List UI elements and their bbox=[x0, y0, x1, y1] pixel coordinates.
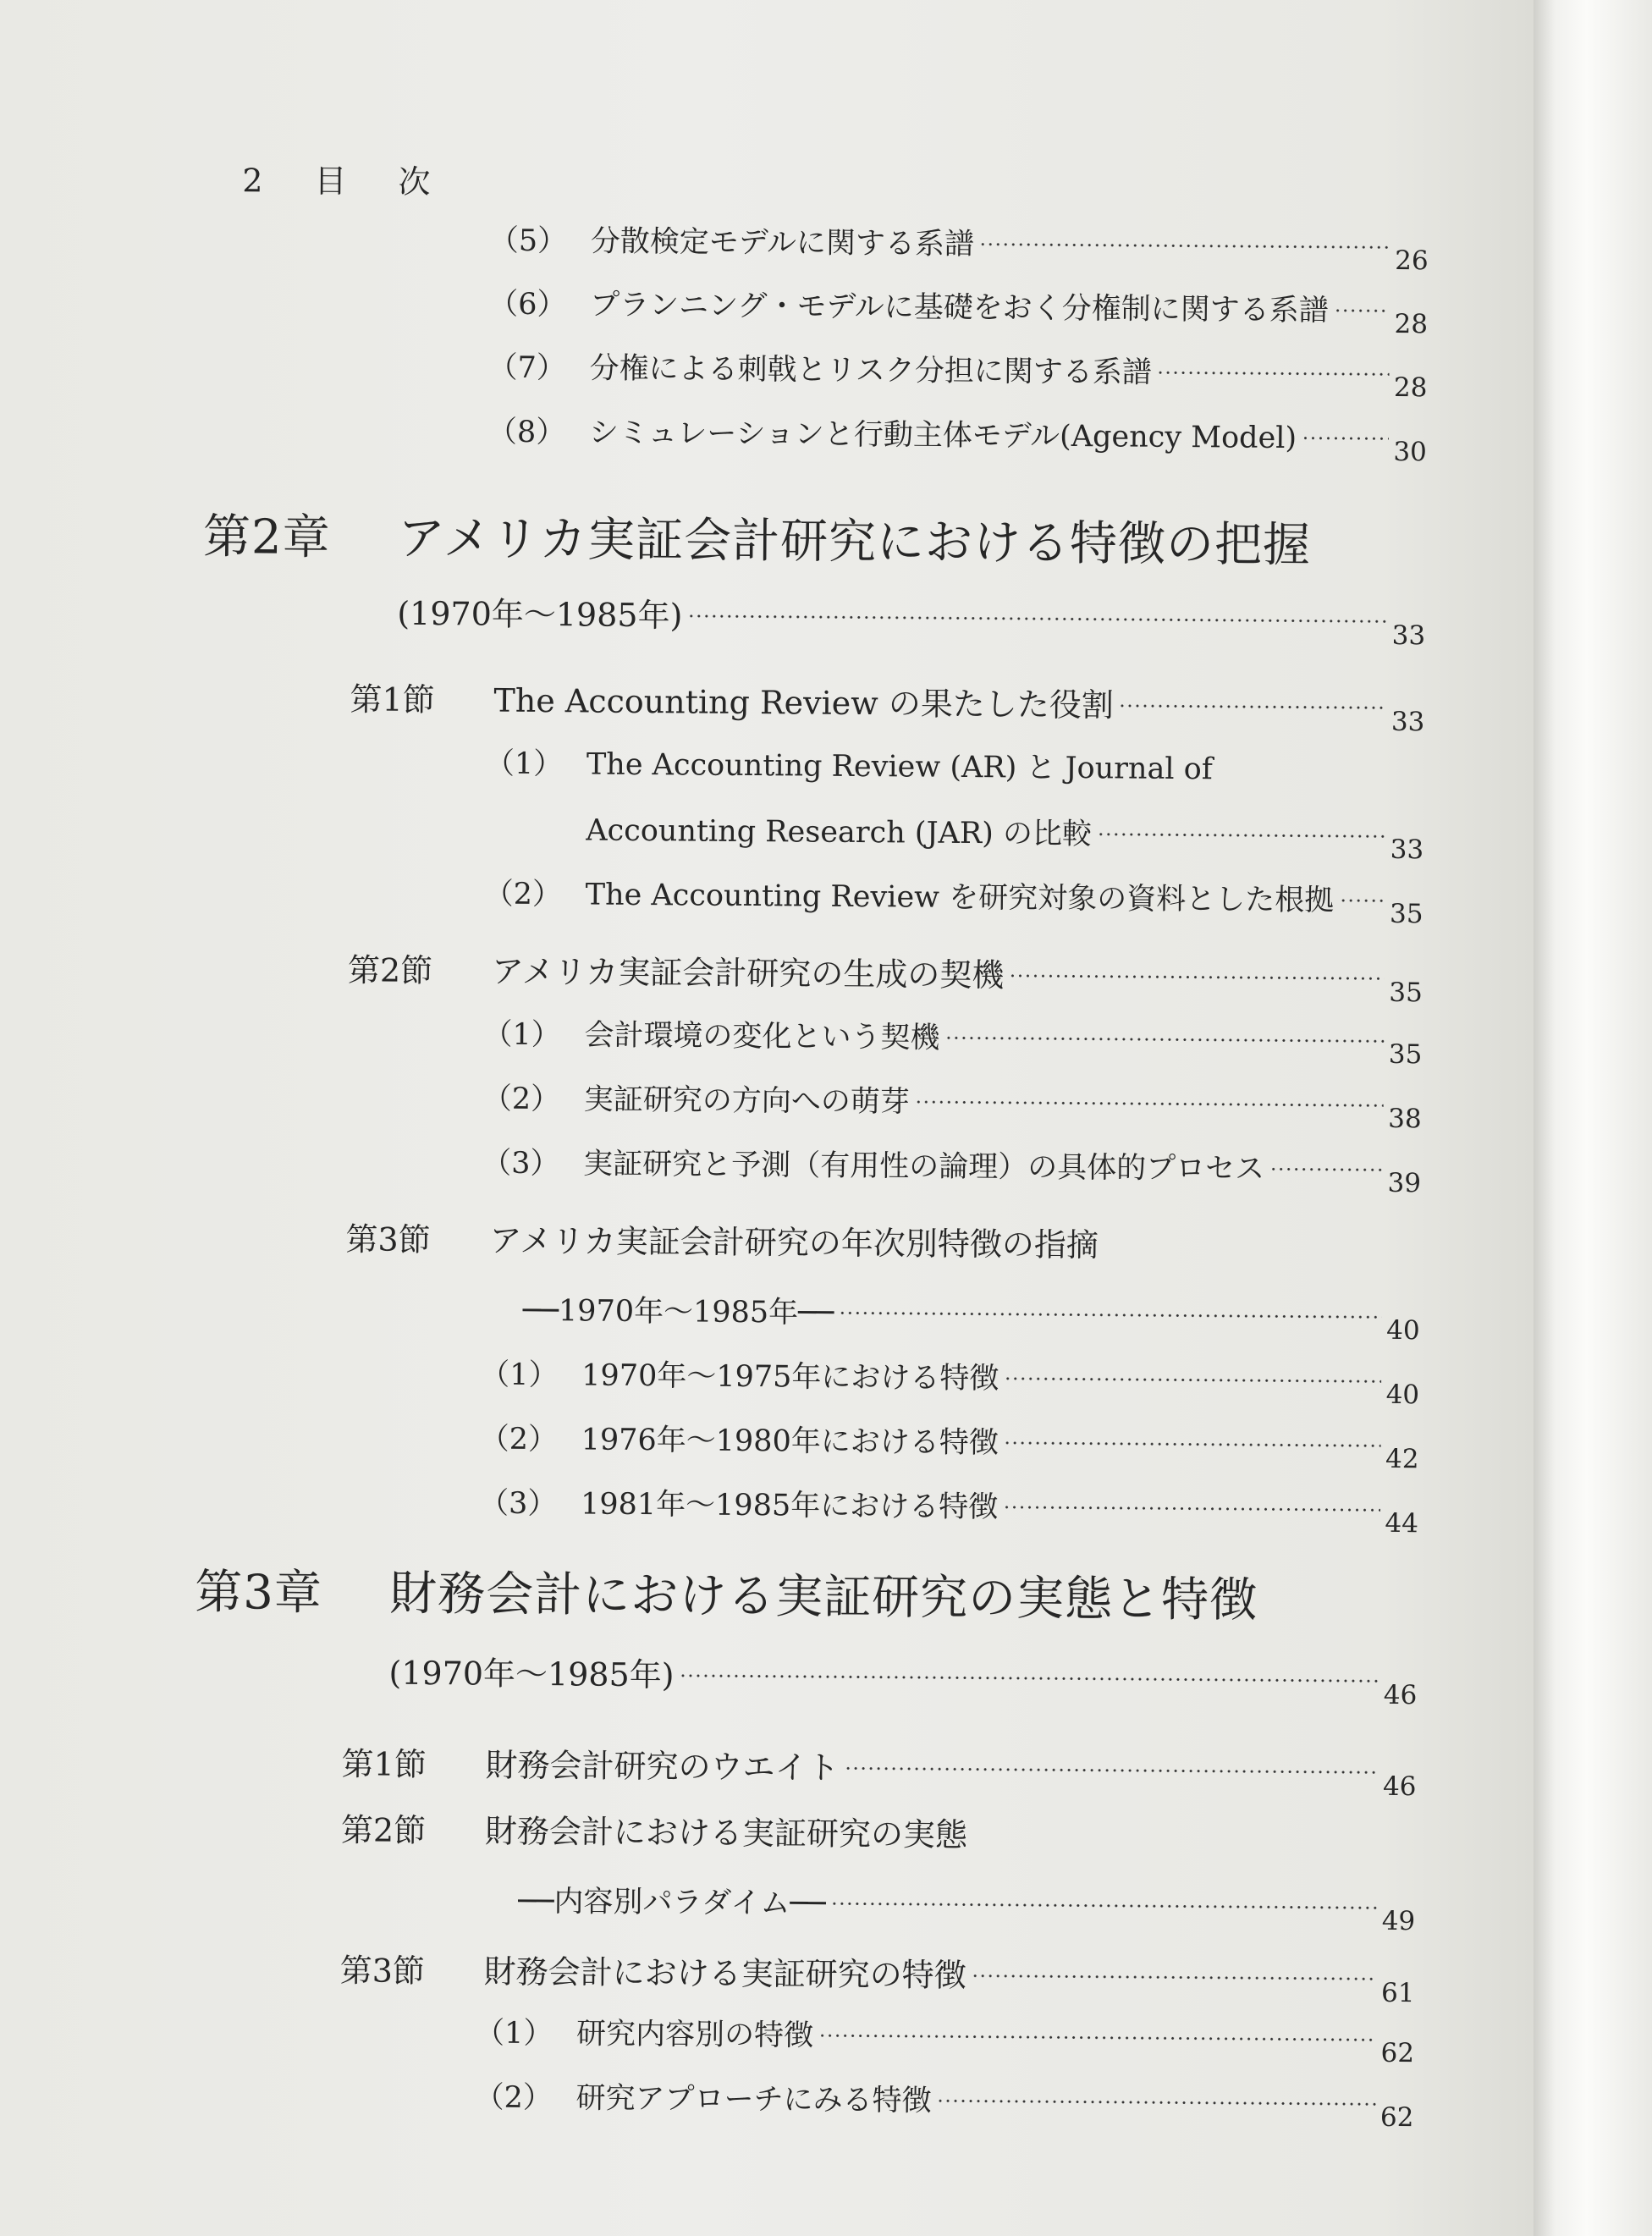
chapter-heading bbox=[203, 499, 1312, 576]
entry-number: （3） bbox=[478, 1486, 558, 1522]
section-title: アメリカ実証会計研究の年次別特徴の指摘 bbox=[489, 1221, 1099, 1264]
section-heading bbox=[345, 1213, 1099, 1265]
entry-number: （1） bbox=[474, 2016, 553, 2052]
chapter-period: (1970年〜1985年) bbox=[388, 1654, 675, 1694]
chapter-period: (1970年〜1985年) bbox=[397, 594, 683, 635]
entry-page: 35 bbox=[1389, 898, 1423, 930]
entry-page: 38 bbox=[1388, 1103, 1422, 1135]
entry-page: 46 bbox=[1383, 1679, 1418, 1711]
entry-number: （6） bbox=[488, 287, 567, 322]
entry-label: 会計環境の変化という契機 bbox=[584, 1018, 940, 1055]
chapter-period-line bbox=[397, 587, 1426, 652]
entry-number: （2） bbox=[482, 1082, 561, 1117]
toc-entry bbox=[488, 218, 1429, 277]
entry-page: 35 bbox=[1388, 1038, 1423, 1071]
entry-page: 30 bbox=[1393, 436, 1427, 468]
entry-page: 49 bbox=[1381, 1905, 1416, 1937]
leader-dots bbox=[1003, 1484, 1380, 1520]
section-title: 財務会計における実証研究の実態 bbox=[484, 1812, 968, 1854]
page-edge bbox=[1534, 0, 1652, 2236]
section-subtitle: ──内容別パラダイム── bbox=[518, 1884, 826, 1921]
section-subtitle-line bbox=[518, 1878, 1416, 1937]
entry-number: （5） bbox=[488, 223, 568, 259]
leader-dots bbox=[1097, 812, 1385, 846]
toc-entry bbox=[482, 1011, 1423, 1071]
section-number: 第1節 bbox=[350, 680, 435, 719]
chapter-number: 第3章 bbox=[194, 1564, 323, 1622]
leader-dots bbox=[1269, 1146, 1383, 1180]
section-number: 第3節 bbox=[345, 1220, 431, 1259]
section-entry bbox=[347, 944, 1423, 1009]
entry-label: プランニング・モデルに基礎をおく分権制に関する系譜 bbox=[590, 288, 1329, 328]
entry-label: 分権による刺戟とリスク分担に関する系譜 bbox=[589, 351, 1153, 390]
toc-entry bbox=[482, 1140, 1422, 1199]
entry-page: 35 bbox=[1389, 977, 1423, 1009]
leader-dots bbox=[979, 222, 1390, 257]
leader-dots bbox=[944, 1015, 1384, 1051]
entry-number: （2） bbox=[483, 877, 563, 912]
entry-label: 1981年〜1985年における特徴 bbox=[580, 1487, 999, 1525]
section-title: アメリカ実証会計研究の生成の契機 bbox=[491, 952, 1005, 994]
entry-page: 62 bbox=[1380, 2037, 1415, 2069]
entry-label: The Accounting Review (AR) と Journal of bbox=[586, 747, 1213, 787]
toc-entry-first-line bbox=[485, 741, 1213, 789]
entry-number: （2） bbox=[474, 2080, 553, 2116]
leader-dots bbox=[915, 1079, 1384, 1115]
leader-dots bbox=[972, 1951, 1377, 1990]
entry-page: 28 bbox=[1394, 308, 1429, 340]
leader-dots bbox=[1334, 288, 1390, 321]
toc-entry bbox=[480, 1352, 1420, 1411]
entry-number: （2） bbox=[479, 1422, 559, 1457]
running-head-page: 2 bbox=[242, 162, 264, 200]
running-head bbox=[242, 154, 432, 202]
toc-entry bbox=[479, 1416, 1419, 1475]
section-number: 第3節 bbox=[339, 1952, 426, 1991]
leader-dots bbox=[845, 1743, 1379, 1783]
toc-entry bbox=[478, 1480, 1419, 1539]
leader-dots bbox=[1157, 350, 1390, 384]
section-number: 第2節 bbox=[347, 951, 433, 990]
chapter-title: 財務会計における実証研究の実態と特徴 bbox=[388, 1566, 1258, 1628]
toc-entry bbox=[482, 1076, 1422, 1135]
leader-dots bbox=[936, 2078, 1375, 2114]
entry-label: 1976年〜1980年における特徴 bbox=[581, 1423, 999, 1461]
entry-page: 42 bbox=[1385, 1443, 1419, 1475]
toc-entry bbox=[487, 409, 1427, 468]
entry-page: 40 bbox=[1386, 1314, 1420, 1347]
entry-page: 33 bbox=[1390, 706, 1425, 738]
leader-dots bbox=[831, 1881, 1378, 1918]
entry-page: 28 bbox=[1393, 372, 1428, 404]
entry-label: The Accounting Review を研究対象の資料とした根拠 bbox=[585, 878, 1335, 918]
entry-page: 61 bbox=[1380, 1977, 1415, 2009]
entry-page: 33 bbox=[1391, 620, 1426, 652]
entry-page: 46 bbox=[1382, 1771, 1417, 1803]
entry-page: 40 bbox=[1385, 1379, 1420, 1411]
toc-entry bbox=[586, 807, 1424, 866]
toc-entry bbox=[474, 2074, 1414, 2134]
entry-label: シミュレーションと行動主体モデル(Agency Model) bbox=[588, 416, 1297, 456]
entry-page: 39 bbox=[1387, 1167, 1422, 1199]
section-title: 財務会計研究のウエイト bbox=[485, 1746, 840, 1787]
running-head-title-b: 次 bbox=[398, 162, 432, 201]
section-number: 第1節 bbox=[341, 1745, 427, 1784]
entry-label: 実証研究と予測（有用性の論理）の具体的プロセス bbox=[583, 1147, 1265, 1187]
section-entry bbox=[350, 673, 1425, 738]
chapter-title: アメリカ実証会計研究における特徴の把握 bbox=[397, 510, 1312, 574]
section-number: 第2節 bbox=[340, 1811, 427, 1850]
section-entry bbox=[341, 1738, 1417, 1803]
entry-label: Accounting Research (JAR) の比較 bbox=[586, 813, 1093, 852]
toc-entry bbox=[474, 2009, 1415, 2069]
leader-dots bbox=[839, 1290, 1381, 1327]
entry-number: （1） bbox=[484, 746, 564, 782]
leader-dots bbox=[679, 1651, 1379, 1692]
entry-number: （1） bbox=[480, 1358, 559, 1393]
leader-dots bbox=[687, 592, 1387, 632]
running-head-title-a: 目 bbox=[314, 162, 348, 201]
entry-page: 26 bbox=[1395, 245, 1429, 277]
entry-label: 研究アプローチにみる特徴 bbox=[575, 2081, 932, 2118]
chapter-period-line bbox=[388, 1647, 1418, 1711]
leader-dots bbox=[1339, 878, 1385, 911]
section-subtitle: ──1970年〜1985年── bbox=[522, 1293, 834, 1330]
entry-number: （3） bbox=[482, 1146, 560, 1181]
section-entry bbox=[339, 1944, 1415, 2009]
section-title: 財務会計における実証研究の特徴 bbox=[483, 1952, 966, 1995]
chapter-heading bbox=[195, 1555, 1258, 1631]
section-heading bbox=[341, 1804, 967, 1855]
section-title: The Accounting Review の果たした役割 bbox=[493, 681, 1115, 724]
entry-label: 分散検定モデルに関する系譜 bbox=[590, 224, 975, 262]
leader-dots bbox=[818, 2013, 1376, 2050]
entry-label: 1970年〜1975年における特徴 bbox=[581, 1358, 999, 1396]
entry-label: 実証研究の方向への萌芽 bbox=[583, 1082, 910, 1120]
toc-entry bbox=[488, 281, 1429, 340]
entry-page: 33 bbox=[1390, 834, 1424, 866]
entry-number: （8） bbox=[487, 415, 566, 450]
entry-page: 62 bbox=[1379, 2101, 1414, 2134]
entry-label: 研究内容別の特徴 bbox=[575, 2017, 814, 2053]
section-subtitle-line bbox=[522, 1287, 1420, 1347]
entry-page: 44 bbox=[1385, 1507, 1419, 1539]
toc-entry bbox=[483, 871, 1423, 930]
entry-number: （7） bbox=[487, 350, 567, 386]
leader-dots bbox=[1009, 951, 1385, 989]
chapter-number: 第2章 bbox=[202, 509, 331, 566]
leader-dots bbox=[1302, 416, 1389, 449]
leader-dots bbox=[1004, 1356, 1381, 1391]
toc-entry bbox=[487, 344, 1428, 404]
entry-number: （1） bbox=[482, 1017, 561, 1053]
leader-dots bbox=[1119, 681, 1387, 719]
leader-dots bbox=[1004, 1420, 1381, 1456]
